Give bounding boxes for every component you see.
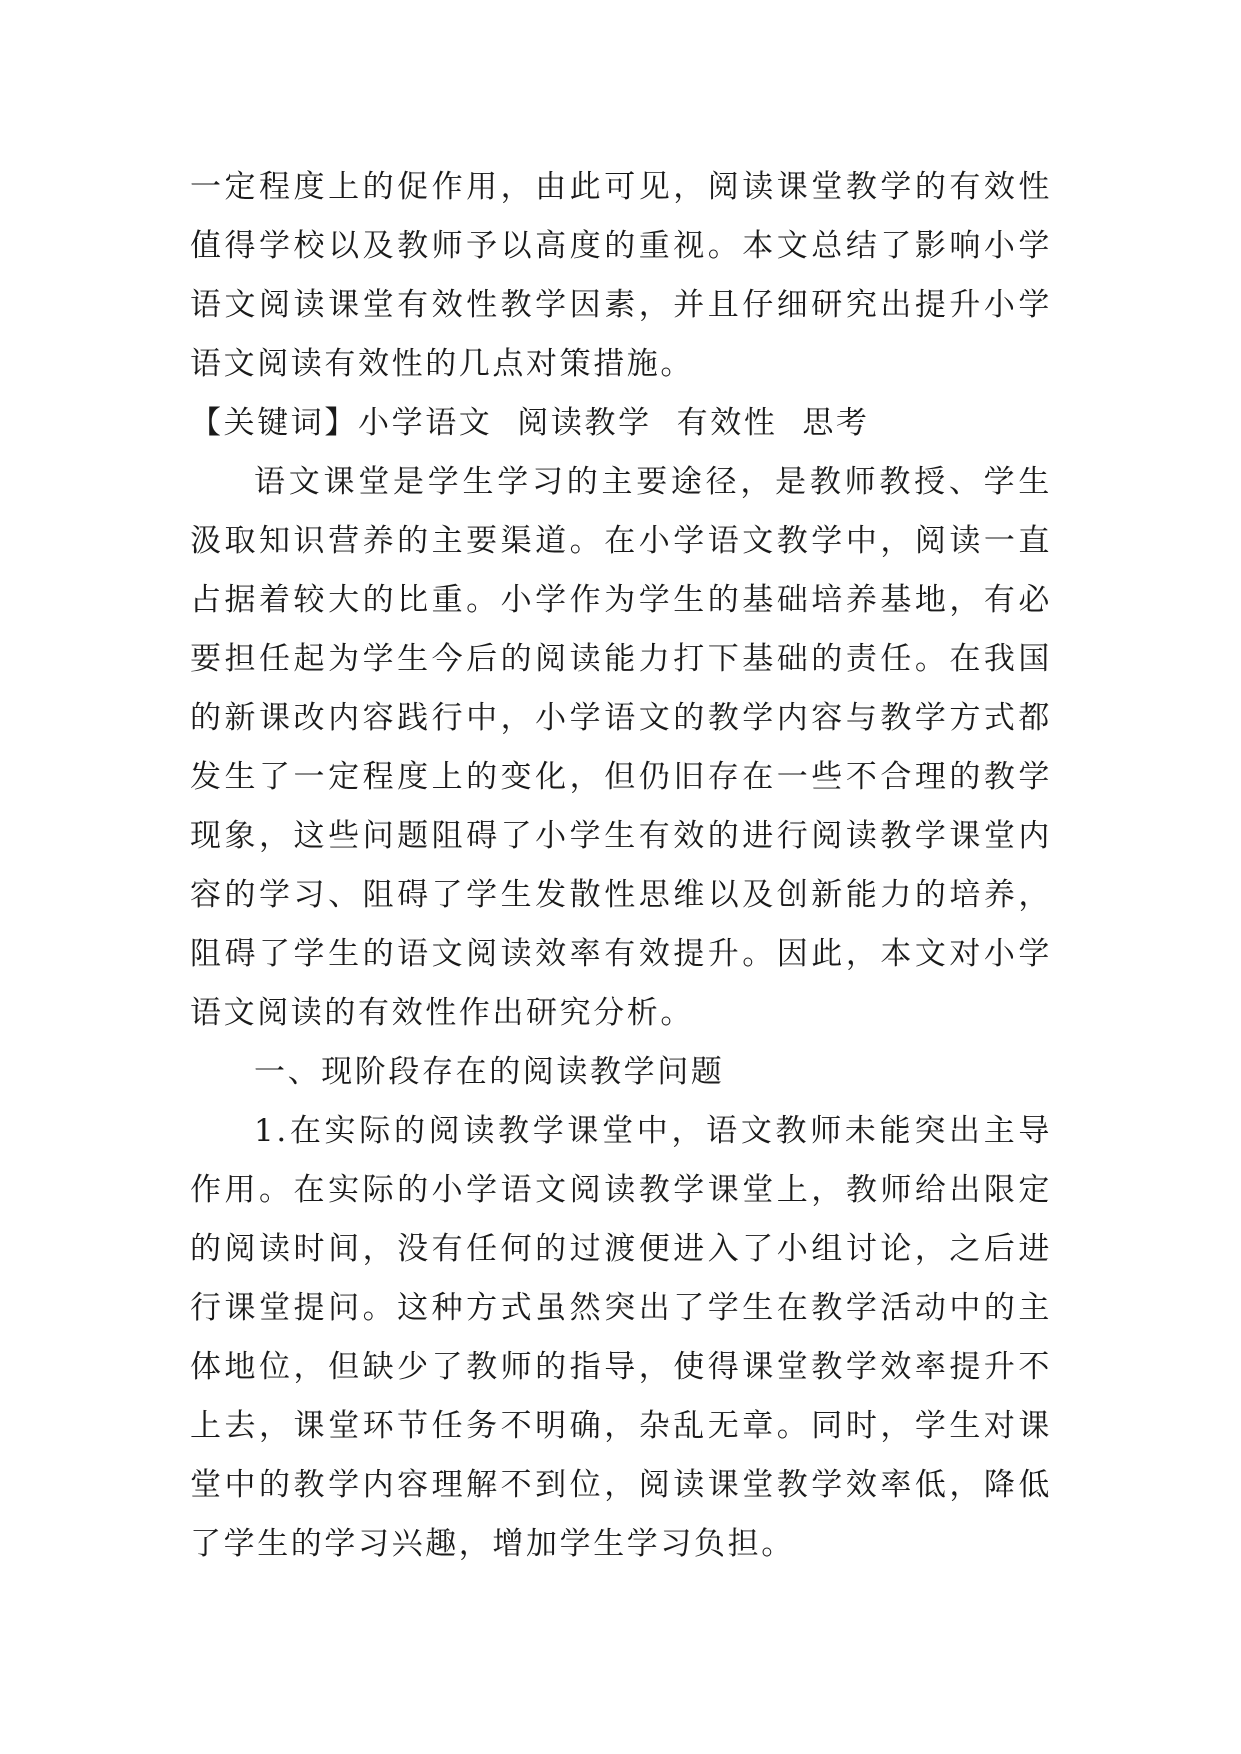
section-heading: 一、现阶段存在的阅读教学问题	[254, 1054, 725, 1090]
keywords-text: 小学语文 阅读教学 有效性 思考	[358, 405, 870, 441]
point-1-paragraph: 1.在实际的阅读教学课堂中，语文教师未能突出主导作用。在实际的小学语文阅读教学课堂上，教师给出限定的阅读时间，没有任何的过渡便进入了小组讨论，之后进行课堂提问。这种方式虽然突出了学生在教学活动中的主体地位，但缺少了教师的指导，使得课堂教学效率提升不上去，课堂环节任务不明确，杂乱无章。同时，学生对课堂中的教学内容理解不到位，阅读课堂教学效率低，降低了学生的学习兴趣，增加学生学习负担。	[190, 1113, 1052, 1562]
intro-paragraph: 语文课堂是学生学习的主要途径，是教师教授、学生汲取知识营养的主要渠道。在小学语文教学中，阅读一直占据着较大的比重。小学作为学生的基础培养基地，有必要担任起为学生今后的阅读能力打下基础的责任。在我国的新课改内容践行中，小学语文的教学内容与教学方式都发生了一定程度上的变化，但仍旧存在一些不合理的教学现象，这些问题阻碍了小学生有效的进行阅读教学课堂内容的学习、阻碍了学生发散性思维以及创新能力的培养，阻碍了学生的语文阅读效率有效提升。因此，本文对小学语文阅读的有效性作出研究分析。	[190, 464, 1052, 1031]
keywords-label: 【关键词】	[190, 405, 358, 441]
keywords-line	[190, 394, 1052, 453]
document-body	[190, 158, 1052, 1574]
abstract-paragraph: 一定程度上的促作用，由此可见，阅读课堂教学的有效性值得学校以及教师予以高度的重视。本文总结了影响小学语文阅读课堂有效性教学因素，并且仔细研究出提升小学语文阅读有效性的几点对策措施。	[190, 169, 1052, 382]
